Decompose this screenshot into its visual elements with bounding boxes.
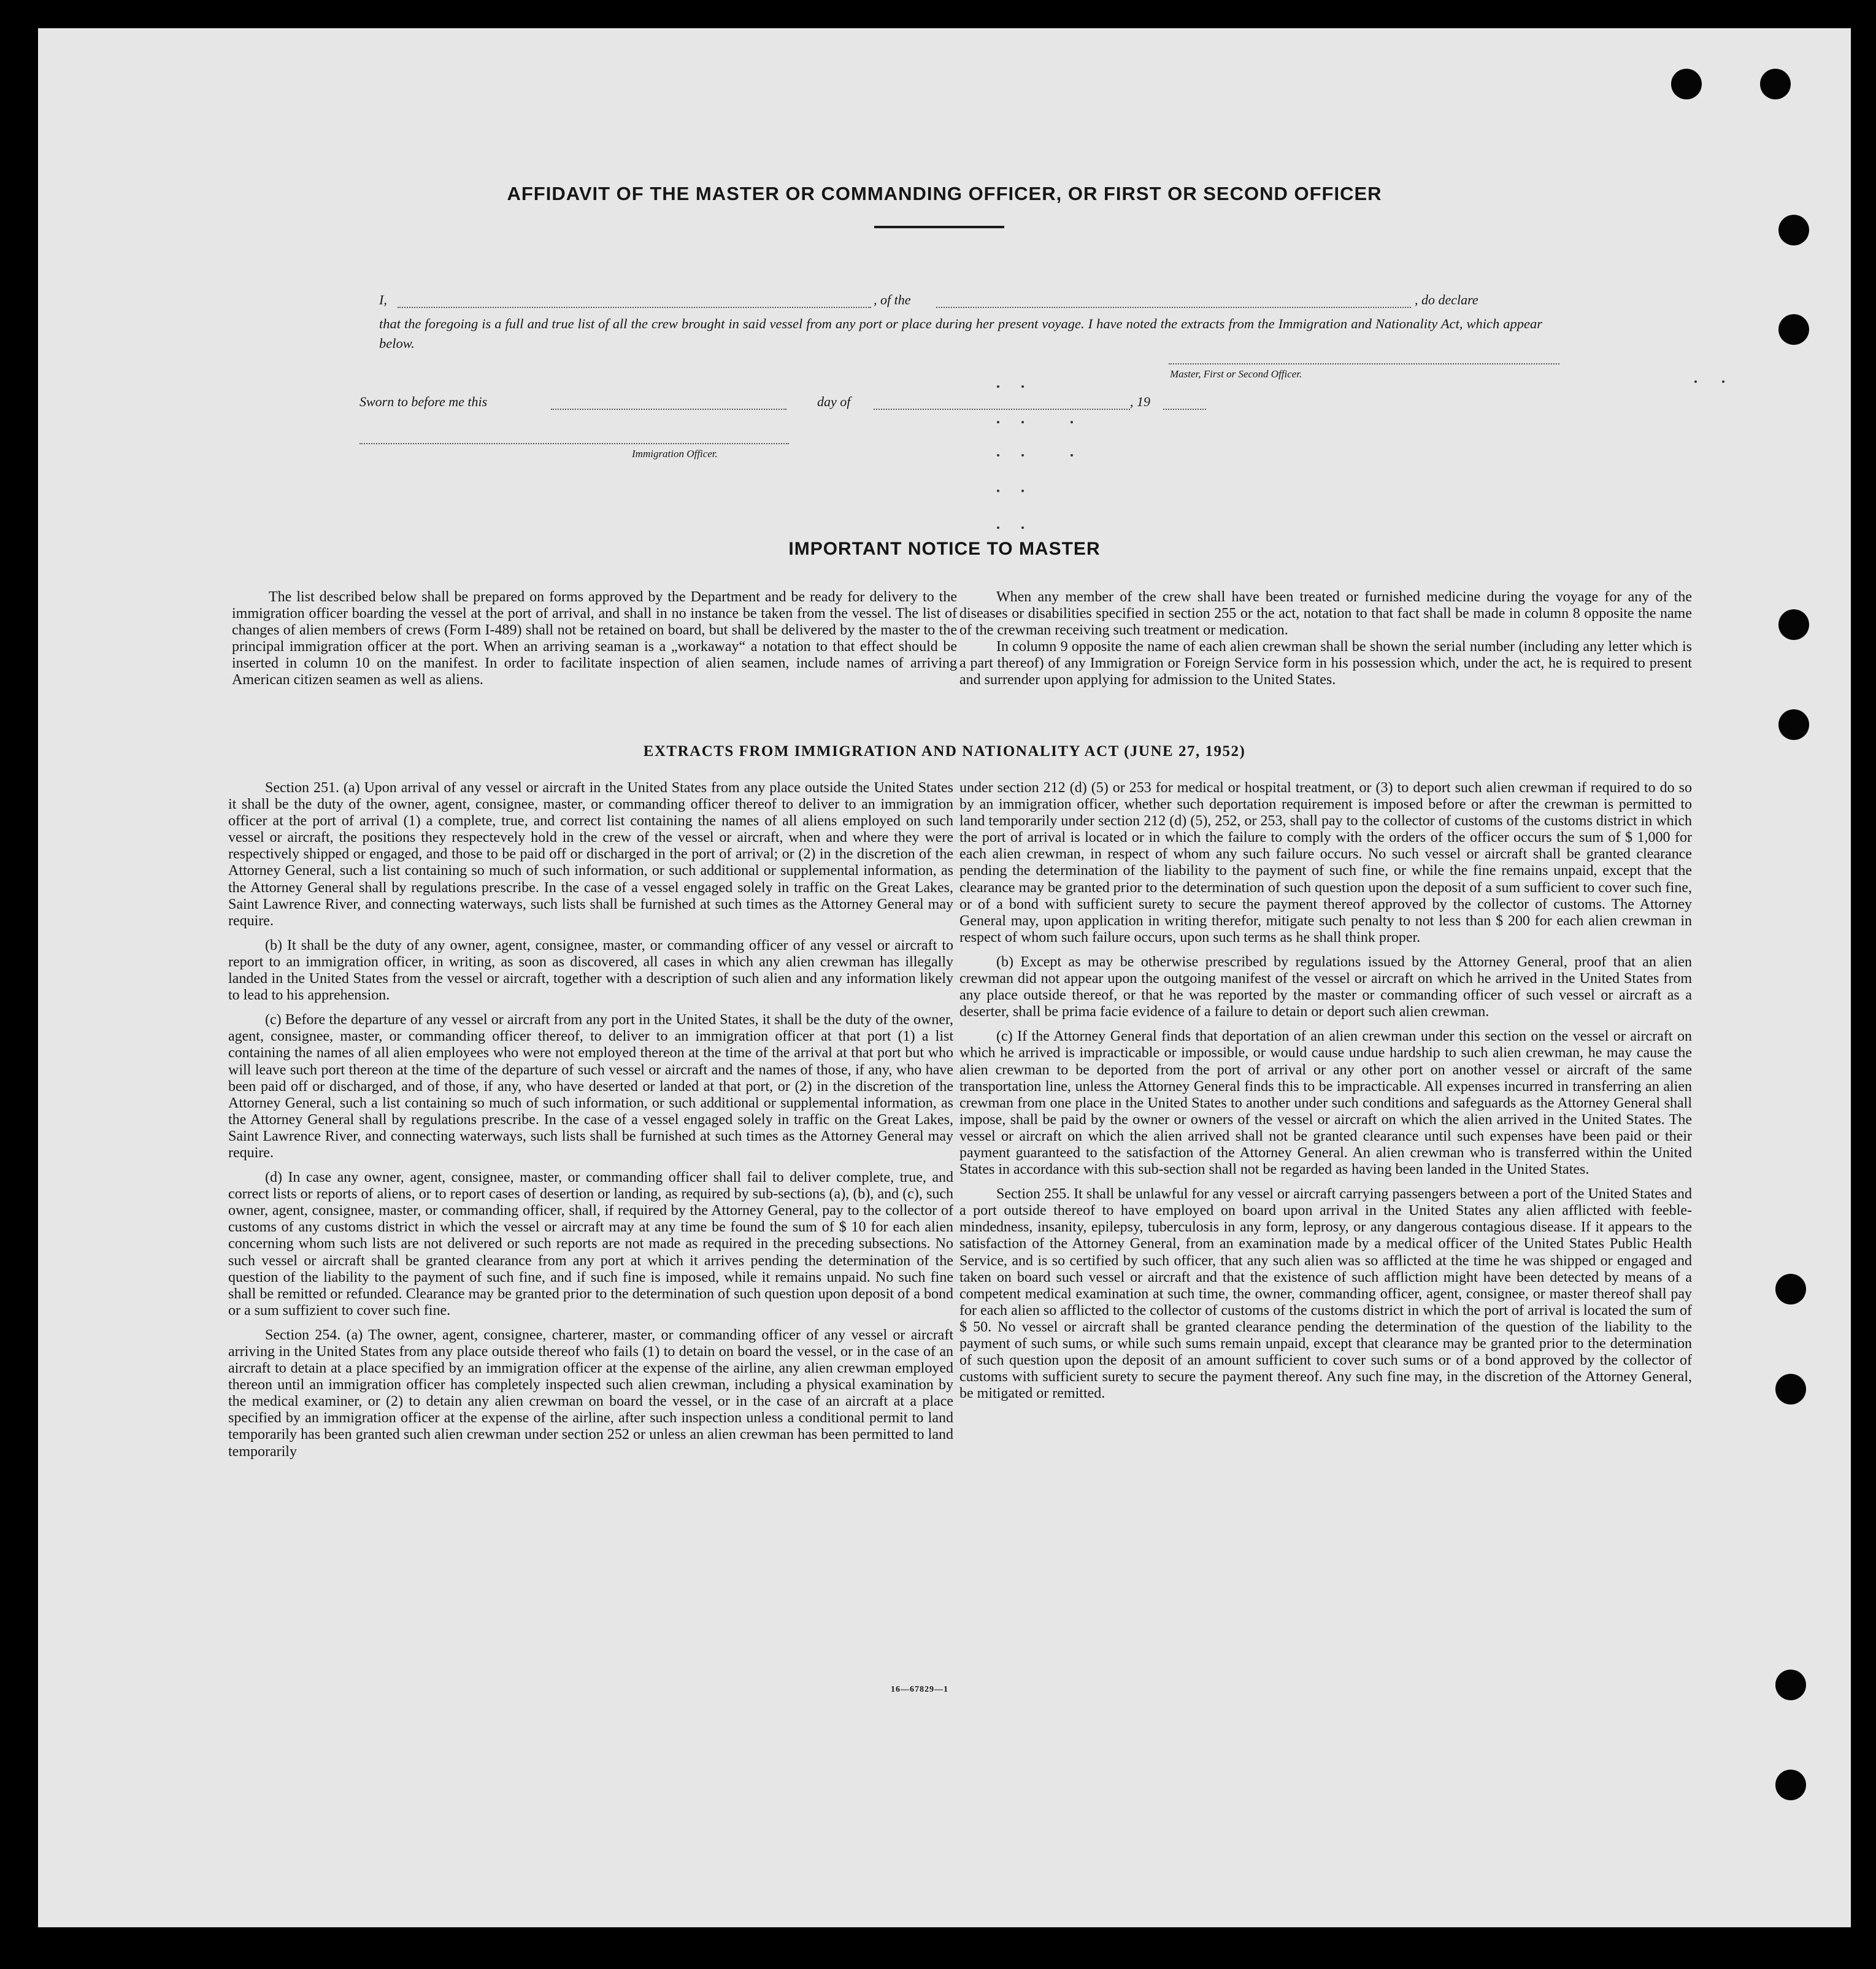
punch-hole-icon	[1778, 215, 1809, 245]
scan-speck	[997, 421, 999, 423]
affidavit-title: AFFIDAVIT OF THE MASTER OR COMMANDING OFFICER, OR FIRST OR SECOND OFFICER	[507, 183, 1382, 204]
punch-hole-icon	[1775, 1274, 1806, 1304]
scan-speck	[1021, 421, 1024, 423]
declaration-block	[379, 292, 1545, 353]
document-page	[38, 28, 1851, 1927]
declarant-label: I,	[379, 292, 387, 307]
notice-left-column	[232, 589, 957, 697]
notice-paragraph: When any member of the crew shall have been treated or furnished medicine during the voyage for any of the diseases or disabilities specified in section 255 or the act, notation to that fact shall be made in column 8 opposite the name of the crewman receiving such treatment or medication.	[959, 589, 1692, 639]
punch-hole-icon	[1775, 1670, 1806, 1700]
scan-speck	[1071, 454, 1073, 457]
scan-speck	[997, 526, 999, 529]
scan-speck	[1021, 454, 1024, 457]
master-signature-field[interactable]	[1169, 363, 1559, 364]
scan-speck	[1021, 526, 1024, 529]
act-paragraph: Section 255. It shall be unlawful for any vessel or aircraft carrying passengers between a port of the United States and a port outside thereof to have employed on board upon arrival in the United States any alien afflicted with feeble-mindedness, insanity, epilepsy, tuberculosis in any form, leprosy, or any dangerous contagious disease. If it appears to the satisfaction of the Attorney General, from an examination made by a medical officer of the United States Public Health Service, and is so certified by such officer, that any such alien was so afflicted at the time he was shipped or engaged and taken on board such vessel or aircraft and that the existence of such affliction might have been detected by means of a competent medical examination at such time, the owner, commanding officer, agent, consignee, or master thereof shall pay for each alien so afflicted to the collector of customs of the customs district in which the port of arrival is located the sum of $ 50. No vessel or aircraft shall be granted clearance pending the determination of the question of the liability to the payment of such sums, or while such sums remain unpaid, except that clearance may be granted prior to the determination of such question upon the deposit of an amount sufficient to cover such sums or of a bond approved by the collector of customs with sufficient surety to secure the payment thereof. Any such fine may, in the discretion of the Attorney General, be mitigated or remitted.	[959, 1186, 1692, 1402]
title-divider	[874, 226, 1004, 228]
sworn-day-field[interactable]	[551, 409, 786, 410]
sworn-month-field[interactable]	[874, 409, 1130, 410]
of-the-label: , of the	[874, 292, 911, 307]
punch-hole-icon	[1775, 1770, 1806, 1800]
punch-hole-icon	[1760, 69, 1791, 99]
scan-speck	[1694, 380, 1697, 383]
form-number: 16—67829—1	[891, 1685, 948, 1694]
notice-title: IMPORTANT NOTICE TO MASTER	[788, 539, 1101, 559]
sworn-year-field[interactable]	[1163, 409, 1206, 410]
master-caption: Master, First or Second Officer.	[1170, 368, 1302, 380]
act-paragraph: (c) If the Attorney General finds that deportation of an alien crewman under this section on the vessel or aircraft on which he arrived is impracticable or impossible, or would cause undue hardship to such alien crewman, he may cause the alien crewman to be deported from the port of arrival or any other port on another vessel or aircraft of the same transportation line, unless the Attorney General finds this to be impracticable. All expenses incurred in transferring an alien crewman from one place in the United States to another under such conditions and safeguards as the Attorney General shall impose, shall be paid by the owner or owners of the vessel or aircraft on which the alien arrived in the United States. The vessel or aircraft on which the alien arrived shall not be granted clearance until such expenses have been paid or their payment guaranteed to the satisfaction of the Attorney General. An alien crewman who is transferred within the United States in accordance with this sub-section shall not be regarded as having been landed in the United States.	[959, 1028, 1692, 1178]
scan-speck	[997, 454, 999, 457]
punch-hole-icon	[1778, 709, 1809, 740]
declarant-name-field[interactable]	[398, 307, 871, 308]
notice-paragraph: The list described below shall be prepared on forms approved by the Department and be ready for delivery to the immigration officer boarding the vessel at the port of arrival, and shall in no instance be taken from the vessel. The list of changes of alien members of crews (Form I-489) shall not be retained on board, but shall be delivered by the master to the principal immigration officer at the port. When an arriving seaman is a „workaway“ a notation to that effect should be inserted in column 10 on the manifest. In order to facilitate inspection of alien seamen, include names of arriving American citizen seamen as well as aliens.	[232, 589, 957, 688]
extracts-title: EXTRACTS FROM IMMIGRATION AND NATIONALITY ACT (JUNE 27, 1952)	[643, 743, 1246, 760]
notice-paragraph: In column 9 opposite the name of each alien crewman shall be shown the serial number (including any letter which is a part thereof) of any Immigration or Foreign Service form in his possession which, under the act, he is required to present and surrender upon applying for admission to the United States.	[959, 639, 1692, 688]
vessel-name-field[interactable]	[936, 307, 1411, 308]
act-paragraph: Section 254. (a) The owner, agent, consignee, charterer, master, or commanding officer of any vessel or aircraft arriving in the United States from any place outside thereof who fails (1) to detain on board the vessel, or in the case of an aircraft to detain at a place specified by an immigration officer at the expense of the airline, any alien crewman employed thereon until an immigration officer has completely inspected such alien crewman, including a physical examination by the medical examiner, or (2) to detain any alien crewman on board the vessel, or in the case of an aircraft at a place specified by an immigration officer at the expense of the airline, after such inspection unless a conditional permit to land temporarily has been granted such alien crewman under section 252 or unless an alien crewman has been permitted to land temporarily	[228, 1327, 953, 1460]
officer-signature-field[interactable]	[359, 443, 789, 444]
declaration-line	[379, 292, 1545, 310]
punch-hole-icon	[1778, 609, 1809, 640]
scan-speck	[1021, 490, 1024, 492]
act-paragraph: Section 251. (a) Upon arrival of any vessel or aircraft in the United States from any place outside the United States it shall be the duty of the owner, agent, consignee, master, or commanding officer thereof to deliver to an immigration officer at the port of arrival (1) a complete, true, and correct list containing the names of all aliens employed on such vessel or aircraft, the positions they respectevely hold in the crew of the vessel or aircraft, when and where they were respectively shipped or engaged, and those to be paid off or discharged in the port of arrival; or (2) in the discretion of the Attorney General, such a list containing so much of such information, or such additional or supplemental information, as the Attorney General shall by regulations prescribe. In the case of a vessel engaged solely in traffic on the Great Lakes, Saint Lawrence River, and connecting waterways, such lists shall be furnished at such times as the Attorney General may require.	[228, 780, 953, 929]
sworn-label: Sworn to before me this	[359, 394, 488, 409]
extracts-right-column	[959, 780, 1692, 1410]
act-paragraph: (b) Except as may be otherwise prescribed by regulations issued by the Attorney General, proof that an alien crewman did not appear upon the outgoing manifest of the vessel or aircraft on which he arrived in the United States from any place outside thereof, or that he was reported by the master or commanding officer of such vessel or aircraft as a deserter, shall be prima facie evidence of a failure to detain or deport such alien crewman.	[959, 954, 1692, 1020]
punch-hole-icon	[1778, 314, 1809, 345]
extracts-left-column	[228, 780, 953, 1468]
scan-speck	[1722, 380, 1724, 383]
day-of-label: day of	[817, 394, 851, 409]
act-paragraph: (c) Before the departure of any vessel or aircraft from any port in the United States, it shall be the duty of the owner, agent, consignee, master, or commanding officer thereof, to deliver to an immigration officer at that port (1) a list containing the names of all alien employees who were not employed thereon at the time of the arrival at that port but who will leave such port thereon at the time of the departure of such vessel or aircraft and the names of those, if any, who have been paid off or discharged, and of those, if any, who have deserted or landed at that port, or (2) in the discretion of the Attorney General, such a list containing so much of such information, or such additional or supplemental information, as the Attorney General shall by regulations prescribe. In the case of a vessel engaged solely in traffic on the Great Lakes, Saint Lawrence River, and connecting waterways, such lists shall be furnished at such times as the Attorney General may require.	[228, 1012, 953, 1161]
year-prefix-label: , 19	[1130, 394, 1150, 409]
scan-speck	[1021, 385, 1024, 388]
act-paragraph: (b) It shall be the duty of any owner, agent, consignee, master, or commanding officer of any vessel or aircraft to report to an immigration officer, in writing, as soon as discovered, all cases in which any alien crewman has illegally landed in the United States from the vessel or aircraft, together with a description of such alien and any information likely to lead to his apprehension.	[228, 937, 953, 1004]
punch-hole-icon	[1671, 69, 1702, 99]
punch-hole-icon	[1775, 1374, 1806, 1405]
officer-caption: Immigration Officer.	[632, 448, 718, 460]
do-declare-label: , do declare	[1415, 292, 1478, 307]
act-paragraph: (d) In case any owner, agent, consignee, master, or commanding officer shall fail to deliver complete, true, and correct lists or reports of aliens, or to report cases of desertion or landing, as required by sub-sections (a), (b), and (c), such owner, agent, consignee, master, or commanding officer, shall, if required by the Attorney General, pay to the collector of customs of any customs district in which the vessel or aircraft may at any time be found the sum of $ 10 for each alien concerning whom such lists are not delivered or such reports are not made as required in the preceding subsections. No such vessel or aircraft shall be granted clearance from any port at which it arrives pending the determination of the question of the liability to the payment of such fine, and if such fine is imposed, while it remains unpaid. No such fine shall be remitted or refunded. Clearance may be granted prior to the determination of such question upon deposit of a bond or a sum suffizient to cover such fine.	[228, 1169, 953, 1319]
scan-speck	[997, 490, 999, 492]
act-paragraph: under section 212 (d) (5) or 253 for medical or hospital treatment, or (3) to deport such alien crewman if required to do so by an immigration officer, whether such deportation requirement is imposed before or after the crewman is permitted to land temporarily under section 212 (d) (5), 252, or 253, shall pay to the collector of customs of the customs district in which the port of arrival is located or in which the failure to comply with the orders of the officer occurs the sum of $ 1,000 for each alien crewman, in respect of whom any such failure occurs. No such vessel or aircraft shall be granted clearance pending the determination of the liability to the payment of such fine, or while the fine remains unpaid, except that the clearance may be granted prior to the determination of such question upon the deposit of a sum sufficient to cover such fine, or of a bond with sufficient surety to secure the payment thereof approved by the collector of customs. The Attorney General may, upon application in writing therefor, mitigate such penalty to not less than $ 200 for each alien crewman in respect of whom such failure occurs, upon such terms as he shall think proper.	[959, 780, 1692, 946]
scan-speck	[1071, 421, 1073, 423]
declaration-text: that the foregoing is a full and true list of all the crew brought in said vessel from any port or place during her present voyage. I have noted the extracts from the Immigration and Nationality Act, which appear below.	[379, 316, 1542, 351]
scan-speck	[997, 385, 999, 388]
notice-right-column	[959, 589, 1692, 697]
